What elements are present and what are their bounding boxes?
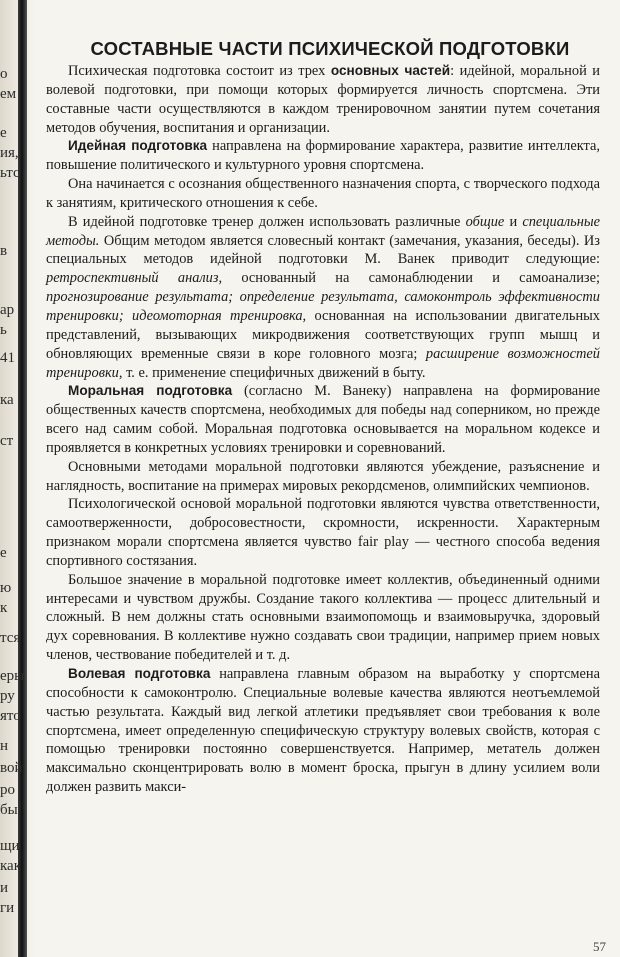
text-run: и: [504, 213, 523, 230]
margin-fragment: ст: [0, 433, 14, 449]
margin-fragment: ем: [0, 86, 17, 102]
paragraph: [46, 458, 600, 496]
margin-fragment: вой: [0, 760, 23, 776]
text-run: : идейной, моральной и волевой подготовки, при помощи которых формируется личность спортсмена. Эти составные части осуществляются в каждом тренировочном занятии путем сочетания методов обучения, воспитания и организации.: [46, 63, 601, 136]
paragraph: [46, 62, 600, 137]
margin-fragment: е: [0, 545, 7, 561]
body-text: [46, 62, 600, 797]
paragraph: [46, 571, 600, 665]
bold-term: Моральная подготовка: [68, 383, 233, 399]
margin-fragment: в: [0, 243, 8, 259]
text-run: Общим методом является словесный контакт (замечания, указания, беседы). Из специальных методов идейной подготовки М. Ванек приводит следующие:: [46, 232, 600, 268]
margin-fragment: ия,: [0, 145, 19, 161]
margin-fragment: еры: [0, 668, 25, 684]
paragraph: [46, 137, 600, 175]
text-run: Она начинается с осознания общественного назначения спорта, с творческого подхода к занятиям, критического отношения к себе.: [46, 176, 600, 211]
bold-term: Идейная подготовка: [68, 138, 208, 154]
italic-term: прогнозирование результата; определение результата, самоконтроль эффективности тренировки; идеомоторная тренировка,: [46, 289, 600, 324]
text-run: основанная на использовании двигательных представлений, вызывающих микродвижения соответствующих групп мышц и обновляющих временные связи в коре головного мозга;: [46, 307, 601, 362]
margin-fragment: к: [0, 600, 8, 616]
paragraph: [46, 175, 600, 213]
margin-fragment: тся: [0, 630, 21, 646]
text-run: направлена на формирование характера, развитие интеллекта, повышение политического и культурного уровня спортсмена.: [46, 138, 600, 174]
text-run: В идейной подготовке тренер должен использовать различные: [68, 213, 466, 230]
margin-fragment: ру: [0, 688, 15, 704]
text-run: направлена главным образом на выработку у спортсмена способности к самоконтролю. Специальные волевые качества являются неотъемлемой частью результата. Каждый вид легкой атлетики предъявляет свои требования к воле спортсмена, имеет определенную специфическую структуру волевых свойств, которая с помощью тренировки постоянно совершенствуется. Например, метатель должен максимально сконцентрировать волю в момент броска, прыгун в длину усилием воли должен развить макси-: [46, 666, 600, 796]
text-run: основанный на самонаблюдении и самоанализе;: [222, 270, 600, 287]
margin-fragment: 41: [0, 350, 15, 366]
italic-term: общие: [465, 213, 505, 230]
text-run: (согласно М. Ванеку) направлена на формирование общественных качеств спортсмена, необходимых для победы над соперником, но прежде всего над самим собой. Моральная подготовка основывается на моральном кодексе и проявляется в конкретных условиях тренировки и соревнований.: [46, 383, 600, 456]
text-run: Основными методами моральной подготовки являются убеждение, разъяснение и наглядность, воспитание на примерах мировых рекордсменов, олимпийских чемпионов.: [46, 458, 600, 494]
bold-term: основных частей: [330, 63, 451, 78]
margin-fragment: о: [0, 66, 8, 82]
margin-fragment: ято: [0, 708, 21, 724]
margin-fragment: ь: [0, 322, 7, 338]
italic-term: ретроспективный анализ,: [46, 270, 223, 287]
margin-fragment: н: [0, 738, 9, 754]
margin-fragment: ьтс: [0, 165, 20, 181]
page-number: 57: [593, 939, 606, 954]
page-title: СОСТАВНЫЕ ЧАСТИ ПСИХИЧЕСКОЙ ПОДГОТОВКИ: [90, 38, 570, 60]
paragraph: [46, 213, 600, 383]
margin-fragment: ю: [0, 580, 12, 596]
margin-fragment: ро: [0, 782, 15, 798]
text-run: т. е. применение специфичных движений в быту.: [122, 364, 426, 381]
italic-term: расширение возможностей тренировки,: [46, 345, 600, 381]
text-run: Большое значение в моральной подготовке имеет коллектив, объединенный одними интересами и чувством дружбы. Создание такого коллектива — процесс длительный и сложный. В нем должны стать основными взаимопомощь и взаимовыручка, здоровый дух соревнования. В коллективе нужно создавать свои традиции, например прием новых членов, чествование победителей и т. д.: [46, 571, 600, 664]
margin-fragment: ги: [0, 900, 15, 916]
text-run: Психологической основой моральной подготовки являются чувства ответственности, самоотверженности, добросовестности, скромности, искренности. Характерным признаком морали спортсмена является чувство fair play — честного способа ведения спортивного состязания.: [46, 496, 600, 569]
paragraph: [46, 382, 600, 457]
margin-fragment: как: [0, 858, 22, 874]
paragraph: [46, 665, 600, 797]
bold-term: Волевая подготовка: [68, 666, 211, 681]
paragraph: [46, 495, 600, 570]
margin-fragment: щи: [0, 838, 20, 854]
italic-term: специальные методы.: [46, 213, 600, 249]
text-run: Психическая подготовка состоит из трех: [68, 63, 331, 79]
margin-fragment: ар: [0, 302, 15, 318]
margin-fragment: ка: [0, 392, 14, 408]
margin-fragment: и: [0, 880, 9, 896]
margin-fragment: бы: [0, 802, 18, 818]
margin-fragment: е: [0, 125, 7, 141]
